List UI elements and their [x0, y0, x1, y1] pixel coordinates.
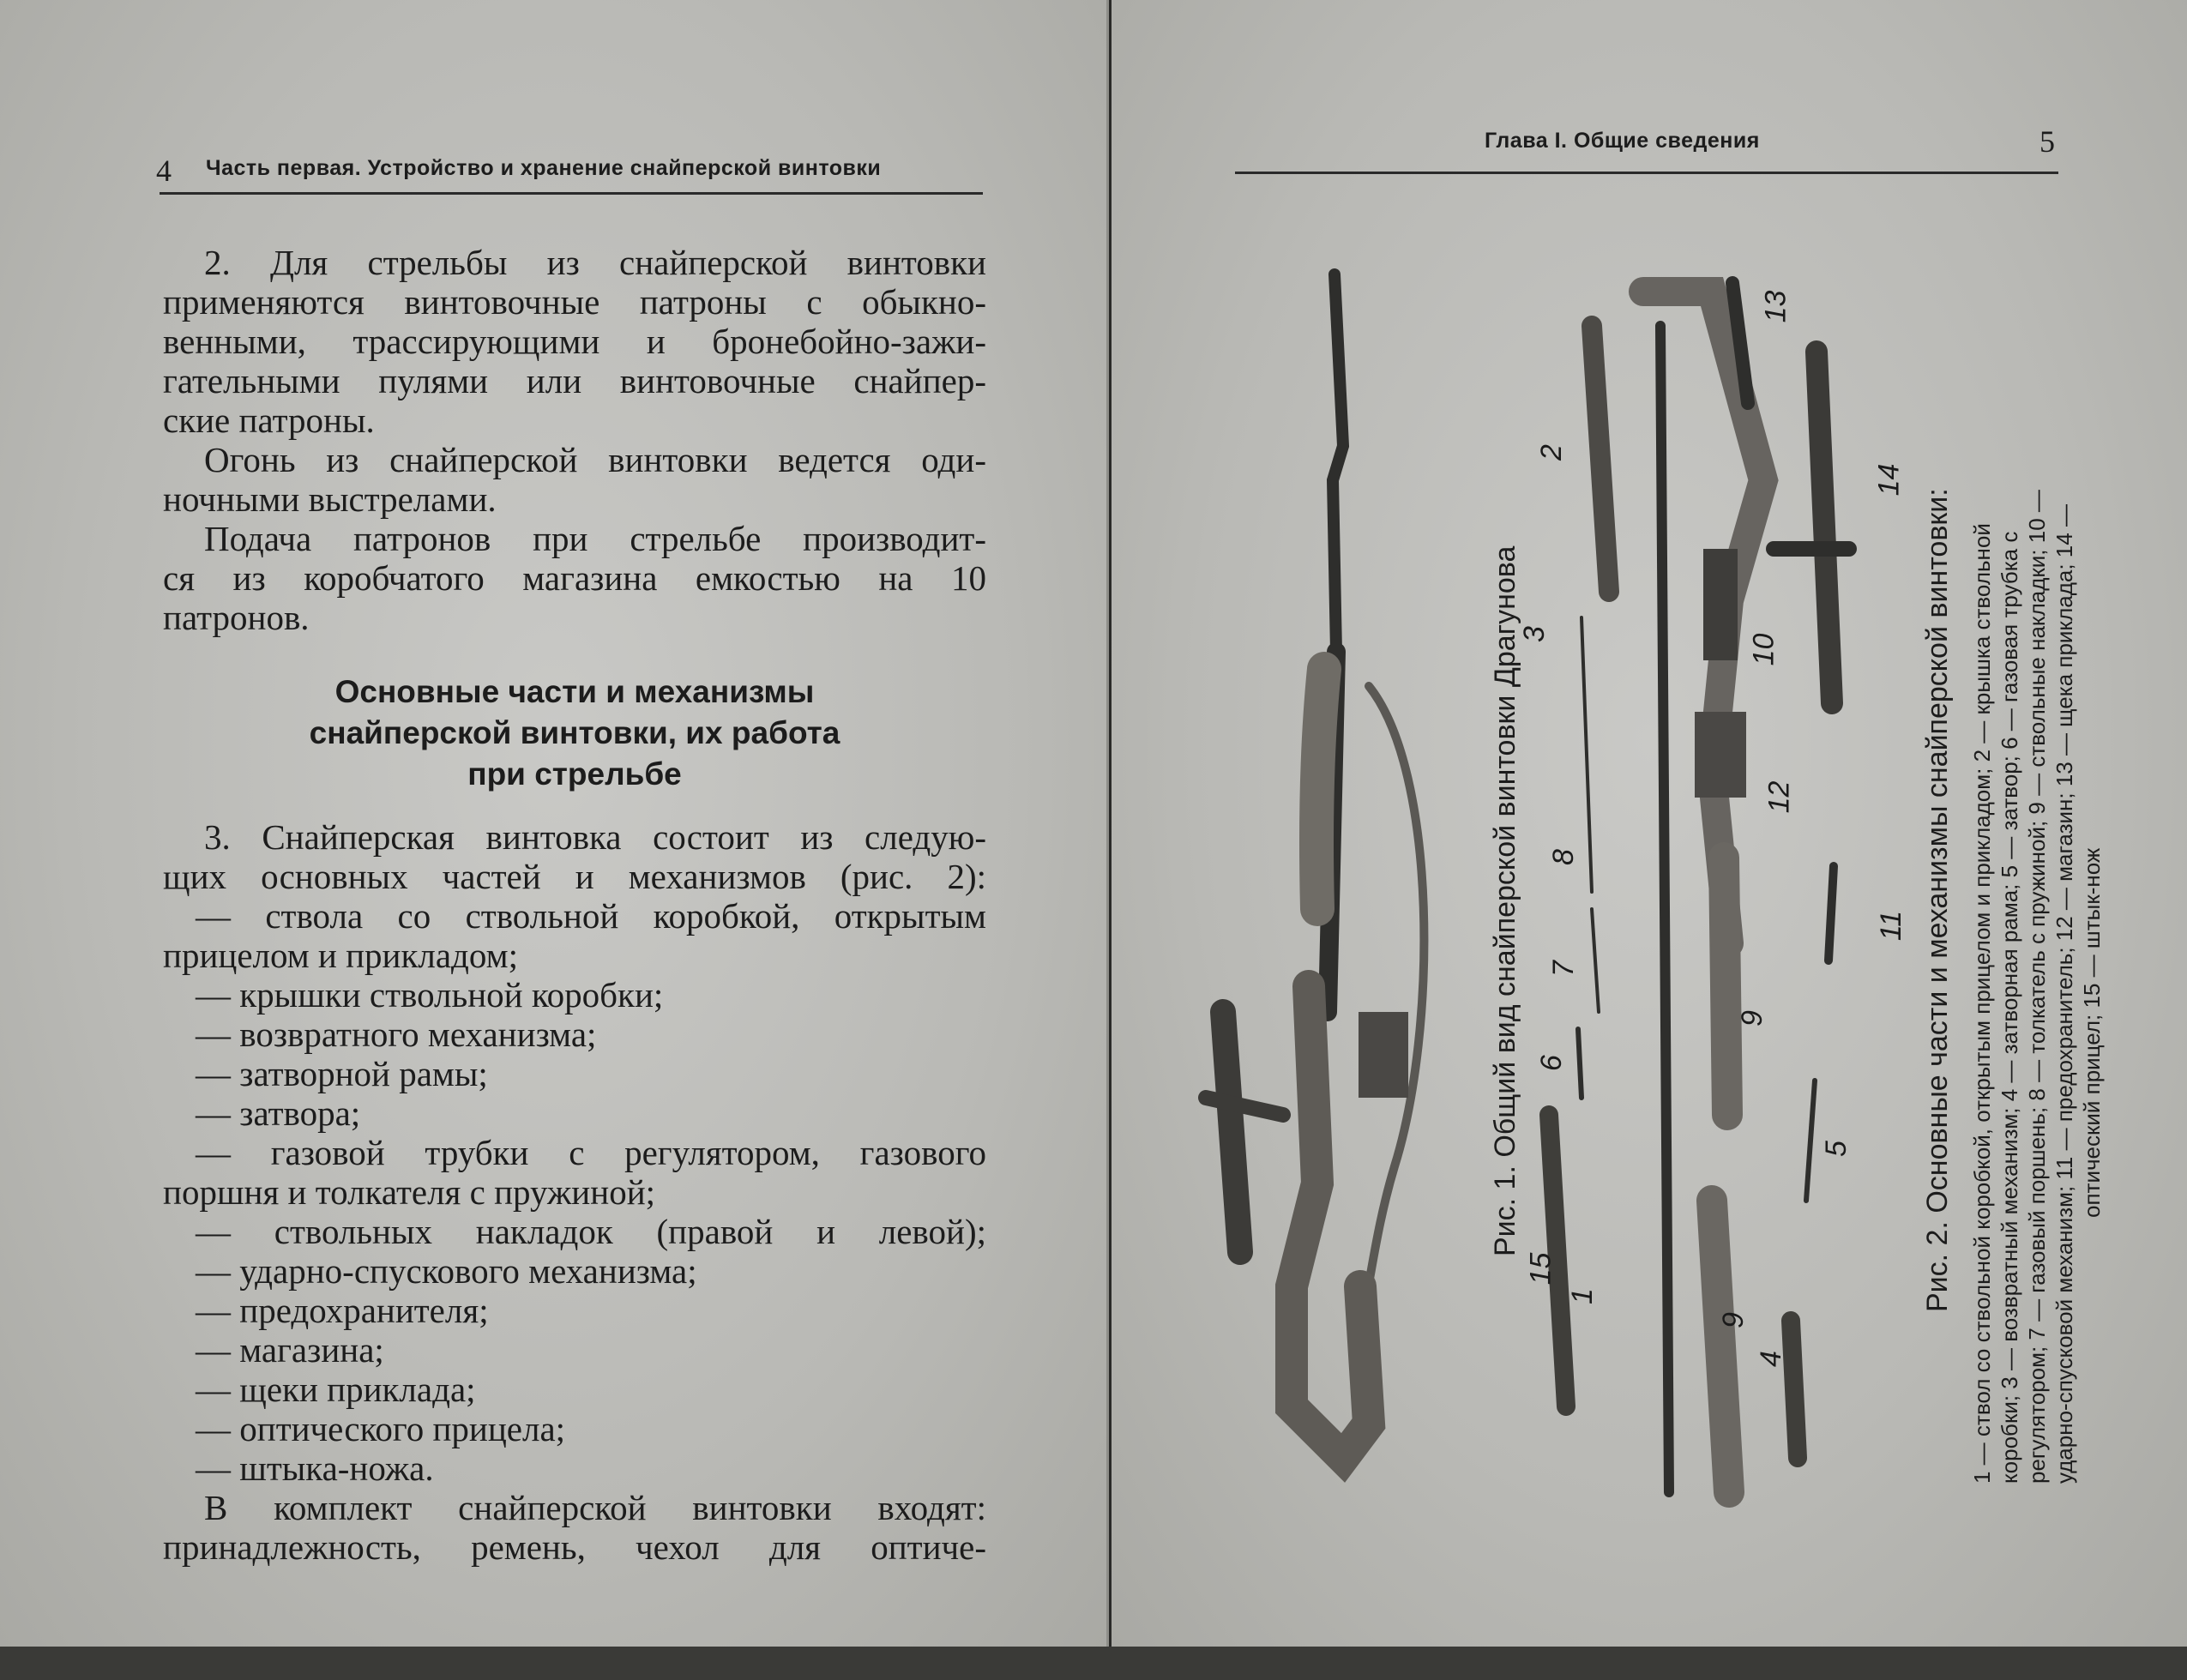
para-fire-line: Огонь из снайперской винтовки ведется оди-: [204, 440, 986, 479]
fig2-legend-line: коробки; 3 — возвратный механизм; 4 — затворная рама; 5 — затвор; 6 — газовая трубка с: [1997, 531, 2022, 1484]
fig2-legend-line: оптический прицел; 15 — штык-нож: [2079, 847, 2105, 1218]
parts-list-item: — крышки ствольной коробки;: [196, 975, 664, 1015]
fig1-caption: Рис. 1. Общий вид снайперской винтовки Драгунова: [1489, 545, 1521, 1256]
para3-line: 3. Снайперская винтовка состоит из следую-: [204, 817, 986, 857]
right-page: [1112, 0, 2187, 1647]
parts-list-item: — ударно-спускового механизма;: [196, 1251, 697, 1291]
part-number-label: 9: [1716, 1312, 1750, 1328]
parts-list-item: — оптического прицела;: [196, 1409, 566, 1448]
left-running-head: Часть первая. Устройство и хранение снайперской винтовки: [206, 156, 882, 180]
part-number-label: 3: [1517, 626, 1551, 642]
para-feed-line: патронов.: [163, 598, 310, 637]
section-heading-line: Основные части и механизмы: [334, 674, 815, 709]
part-number-label: 14: [1872, 463, 1906, 497]
parts-list-item: — магазина;: [196, 1330, 384, 1370]
closing-line: В комплект снайперской винтовки входят:: [204, 1488, 986, 1527]
part-number-label: 1: [1565, 1288, 1599, 1304]
closing-line: принадлежность, ремень, чехол для оптиче-: [163, 1527, 986, 1567]
para-feed-line: ся из коробчатого магазина емкостью на 10: [163, 558, 986, 598]
para2-line: 2. Для стрельбы из снайперской винтовки: [204, 243, 986, 282]
parts-list-item: — возвратного механизма;: [196, 1015, 597, 1054]
part-number-label: 5: [1819, 1141, 1853, 1157]
para2-line: венными, трассирующими и бронебойно-зажи-: [163, 322, 986, 361]
parts-list-item: прицелом и прикладом;: [163, 936, 518, 975]
para2-line: применяются винтовочные патроны с обыкно-: [163, 282, 986, 322]
part-number-label: 12: [1762, 780, 1796, 814]
fig2-legend-line: регулятором; 7 — газовый поршень; 8 — толкатель с пружиной; 9 — ствольные накладки; 10 —: [2024, 490, 2050, 1484]
fig2-legend-line: 1 — ствол со ствольной коробкой, открытым прицелом и прикладом; 2 — крышка ствольной: [1969, 523, 1995, 1484]
left-page: [0, 0, 1109, 1647]
parts-list-item: — затворной рамы;: [196, 1054, 488, 1093]
section-heading-line: при стрельбе: [467, 756, 682, 792]
part-number-label: 2: [1534, 444, 1568, 461]
para2-line: ские патроны.: [163, 400, 375, 440]
part-number-label: 7: [1546, 960, 1580, 977]
right-page-number: 5: [2039, 124, 2055, 159]
para-fire-line: ночными выстрелами.: [163, 479, 497, 519]
para3-line: щих основных частей и механизмов (рис. 2):: [163, 857, 986, 896]
part-number-label: 10: [1747, 633, 1780, 666]
section-heading-line: снайперской винтовки, их работа: [309, 715, 840, 750]
right-running-head: Глава I. Общие сведения: [1485, 129, 1760, 153]
parts-list-item: — штыка-ножа.: [196, 1448, 434, 1488]
fig2-title: Рис. 2. Основные части и механизмы снайперской винтовки:: [1921, 488, 1954, 1312]
part-number-label: 15: [1524, 1252, 1557, 1286]
part-number-label: 9: [1735, 1010, 1768, 1027]
part-number-label: 8: [1546, 849, 1580, 865]
parts-list-item: — ствольных накладок (правой и левой);: [196, 1212, 986, 1251]
para2-line: гательными пулями или винтовочные снайпер-: [163, 361, 986, 400]
para-feed-line: Подача патронов при стрельбе производит-: [204, 519, 986, 558]
parts-list-item: поршня и толкателя с пружиной;: [163, 1172, 656, 1212]
fig2-legend-line: ударно-спусковой механизм; 11 — предохранитель; 12 — магазин; 13 — щека приклада; 14 —: [2051, 504, 2077, 1484]
parts-list-item: — предохранителя;: [196, 1291, 489, 1330]
left-page-number: 4: [156, 154, 172, 188]
parts-list-item: — затвора;: [196, 1093, 361, 1133]
part-number-label: 4: [1754, 1351, 1787, 1367]
part-number-label: 6: [1534, 1055, 1568, 1071]
parts-list-item: — щеки приклада;: [196, 1370, 476, 1409]
parts-list-item: — газовой трубки с регулятором, газового: [196, 1133, 986, 1172]
left-header-rule: [160, 192, 983, 195]
part-number-label: 13: [1759, 290, 1792, 323]
parts-list-item: — ствола со ствольной коробкой, открытым: [196, 896, 986, 936]
scan-bottom-edge: [0, 1647, 2187, 1680]
part-number-label: 11: [1875, 910, 1908, 942]
